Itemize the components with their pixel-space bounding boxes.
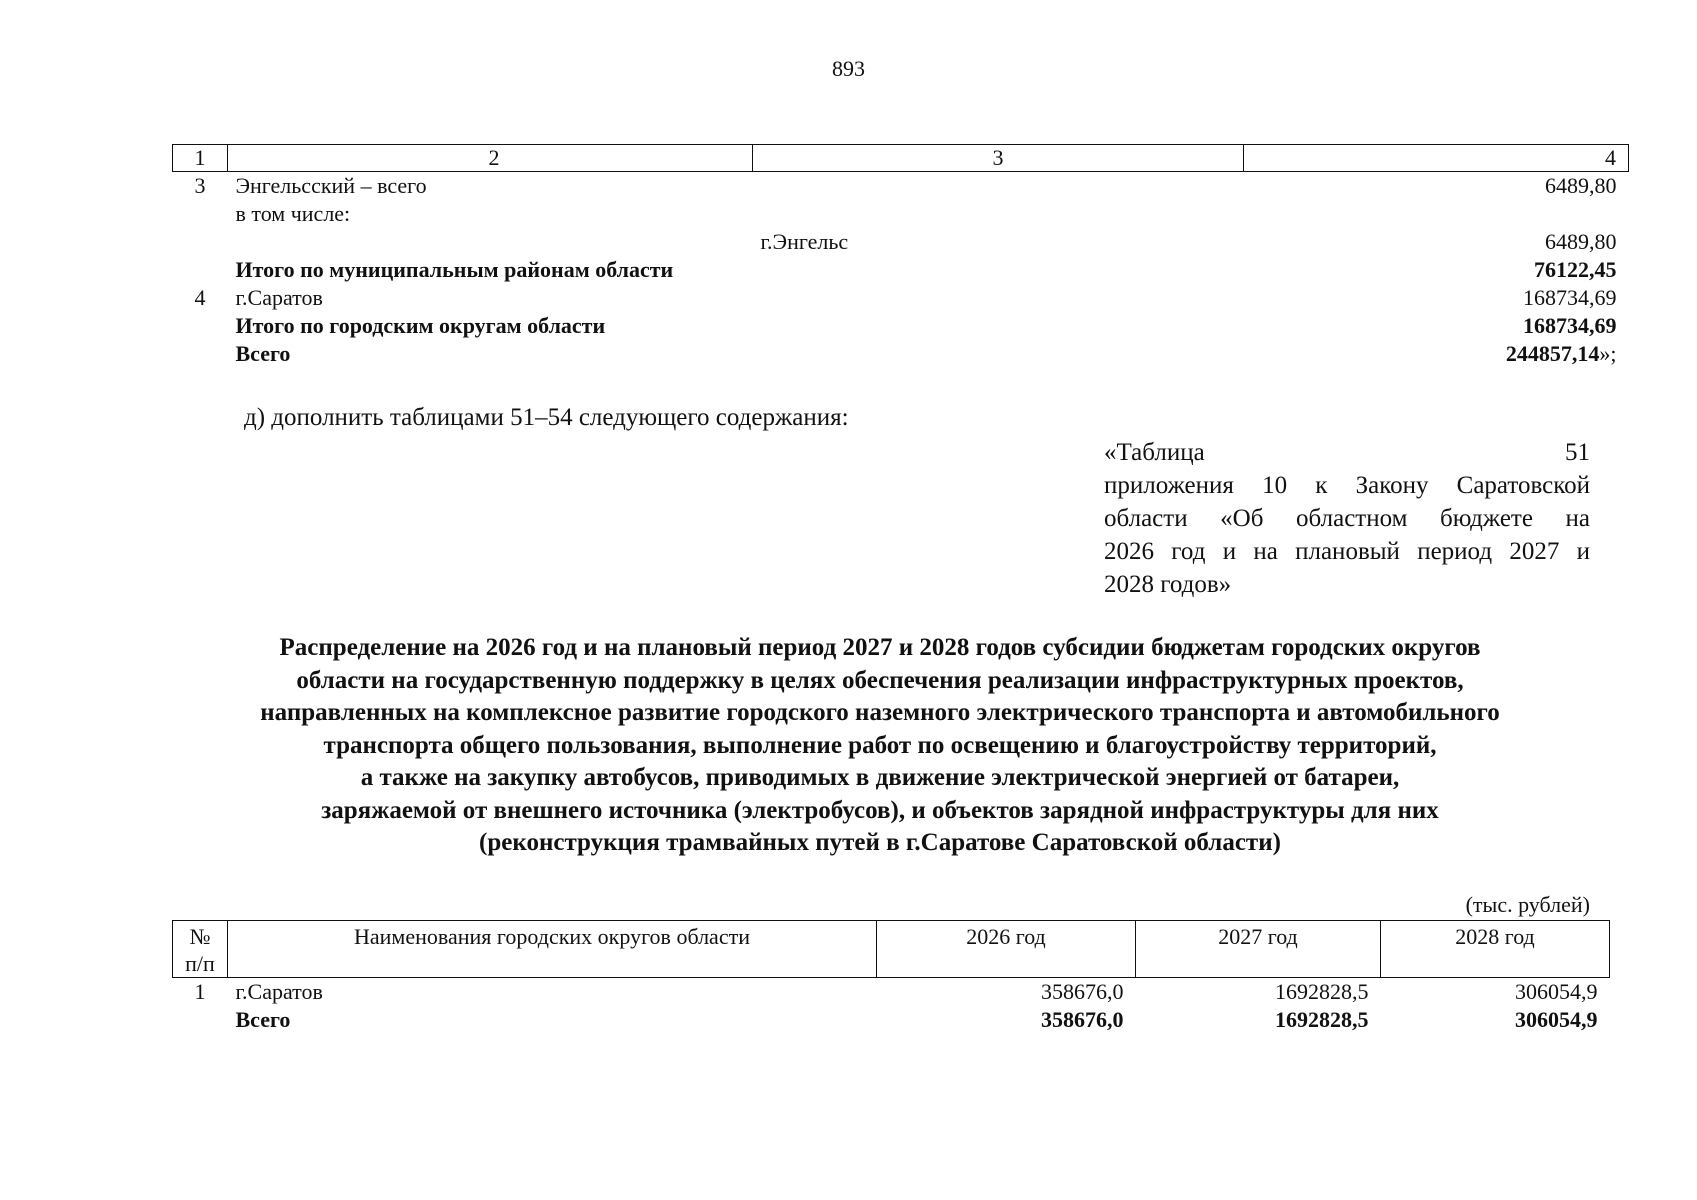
row-value-2028: 306054,9 (1515, 979, 1598, 1004)
table-row (173, 228, 1629, 256)
row-number: 1 (194, 979, 206, 1004)
row-name: Всего (235, 1007, 291, 1032)
row-sub (753, 172, 1244, 201)
page-number: 893 (832, 56, 865, 81)
table-row (173, 312, 1629, 340)
subsidy-table-51 (172, 920, 1610, 1034)
header-2028: 2028 год (1381, 921, 1610, 978)
column-number-2: 2 (228, 145, 753, 172)
table-row (173, 978, 1610, 1007)
row-sub (753, 256, 1244, 284)
row-sub (753, 200, 1244, 228)
header-name: Наименования городских округов области (228, 921, 877, 978)
row-value-2026: 358676,0 (1041, 979, 1124, 1004)
heading-line: (реконструкция трамвайных путей в г.Саратове Саратовской области) (479, 829, 1281, 856)
row-number (173, 256, 228, 284)
row-name: Итого по городским округам области (235, 313, 606, 338)
table-row (173, 256, 1629, 284)
row-name: г.Саратов (235, 979, 323, 1004)
heading-line: области на государственную поддержку в целях обеспечения реализации инфраструктурных проектов, (296, 666, 1464, 694)
amendment-text: д) дополнить таблицами 51–54 следующего содержания: (244, 404, 849, 431)
heading-line: Распределение на 2026 год и на плановый период 2027 и 2028 годов субсидии бюджетам городских округов (279, 634, 1481, 661)
heading-line: направленных на комплексное развитие городского наземного электрического транспорта и автомобильного (260, 699, 1500, 726)
table-row-total (173, 1006, 1610, 1034)
header-2026: 2026 год (877, 921, 1136, 978)
row-value: 168734,69 (1523, 313, 1617, 338)
row-name: Энгельсский – всего (235, 173, 427, 198)
row-sub (753, 284, 1244, 312)
row-name: Итого по муниципальным районам области (235, 257, 674, 282)
appendix-line: 2026 год и на плановый период 2027 и (1104, 538, 1590, 565)
appendix-reference (1104, 436, 1590, 601)
table-heading (160, 632, 1600, 860)
row-value: 6489,80 (1545, 173, 1617, 198)
row-number (173, 228, 228, 256)
row-sub (753, 340, 1244, 368)
total-value: 244857,14 (1505, 341, 1600, 366)
heading-line: а также на закупку автобусов, приводимых в движение электрической энергией от батареи, (360, 764, 1400, 791)
header-number-line2: п/п (185, 951, 215, 976)
row-name: Всего (235, 341, 291, 366)
row-value: 76122,45 (1534, 257, 1617, 282)
row-value: 168734,69 (1523, 285, 1617, 310)
row-number (173, 340, 228, 368)
appendix-line: 2028 годов» (1104, 571, 1232, 598)
table-row-total (173, 340, 1629, 368)
appendix-line: «Таблица 51 (1104, 439, 1590, 466)
column-number-1: 1 (173, 145, 228, 172)
header-2027: 2027 год (1136, 921, 1381, 978)
row-name: г.Саратов (235, 285, 323, 310)
row-number (173, 312, 228, 340)
row-number: 3 (194, 173, 206, 198)
heading-line: транспорта общего пользования, выполнение работ по освещению и благоустройству территорий, (323, 731, 1437, 759)
row-value: 6489,80 (1545, 229, 1617, 254)
row-value (1244, 200, 1629, 228)
row-value-2027: 1692828,5 (1275, 1007, 1369, 1032)
row-number (173, 1006, 228, 1034)
distribution-table-continued (172, 144, 1629, 368)
column-number-row (173, 145, 1629, 172)
header-number (173, 921, 228, 978)
table-row (173, 200, 1629, 228)
column-number-4: 4 (1244, 145, 1629, 172)
row-value-2027: 1692828,5 (1275, 979, 1369, 1004)
row-name (228, 228, 753, 256)
row-sub (753, 312, 1244, 340)
row-value-2026: 358676,0 (1041, 1007, 1124, 1032)
header-number-line1: № (189, 924, 211, 949)
table-row (173, 172, 1629, 201)
row-sub: г.Энгельс (760, 229, 849, 254)
row-value-2028: 306054,9 (1515, 1007, 1598, 1032)
units-label: (тыс. рублей) (1465, 892, 1590, 917)
row-number (173, 200, 228, 228)
table-row (173, 284, 1629, 312)
header-row (173, 921, 1610, 978)
heading-line: заряжаемой от внешнего источника (электробусов), и объектов зарядной инфраструктуры для них (321, 796, 1439, 824)
row-name: в том числе: (235, 201, 351, 226)
row-value (1244, 340, 1629, 368)
column-number-3: 3 (753, 145, 1244, 172)
closing-quote: »; (1599, 341, 1617, 366)
appendix-line: приложения 10 к Закону Саратовской (1104, 472, 1590, 499)
appendix-line: области «Об областном бюджете на (1104, 505, 1590, 532)
row-number: 4 (194, 285, 206, 310)
